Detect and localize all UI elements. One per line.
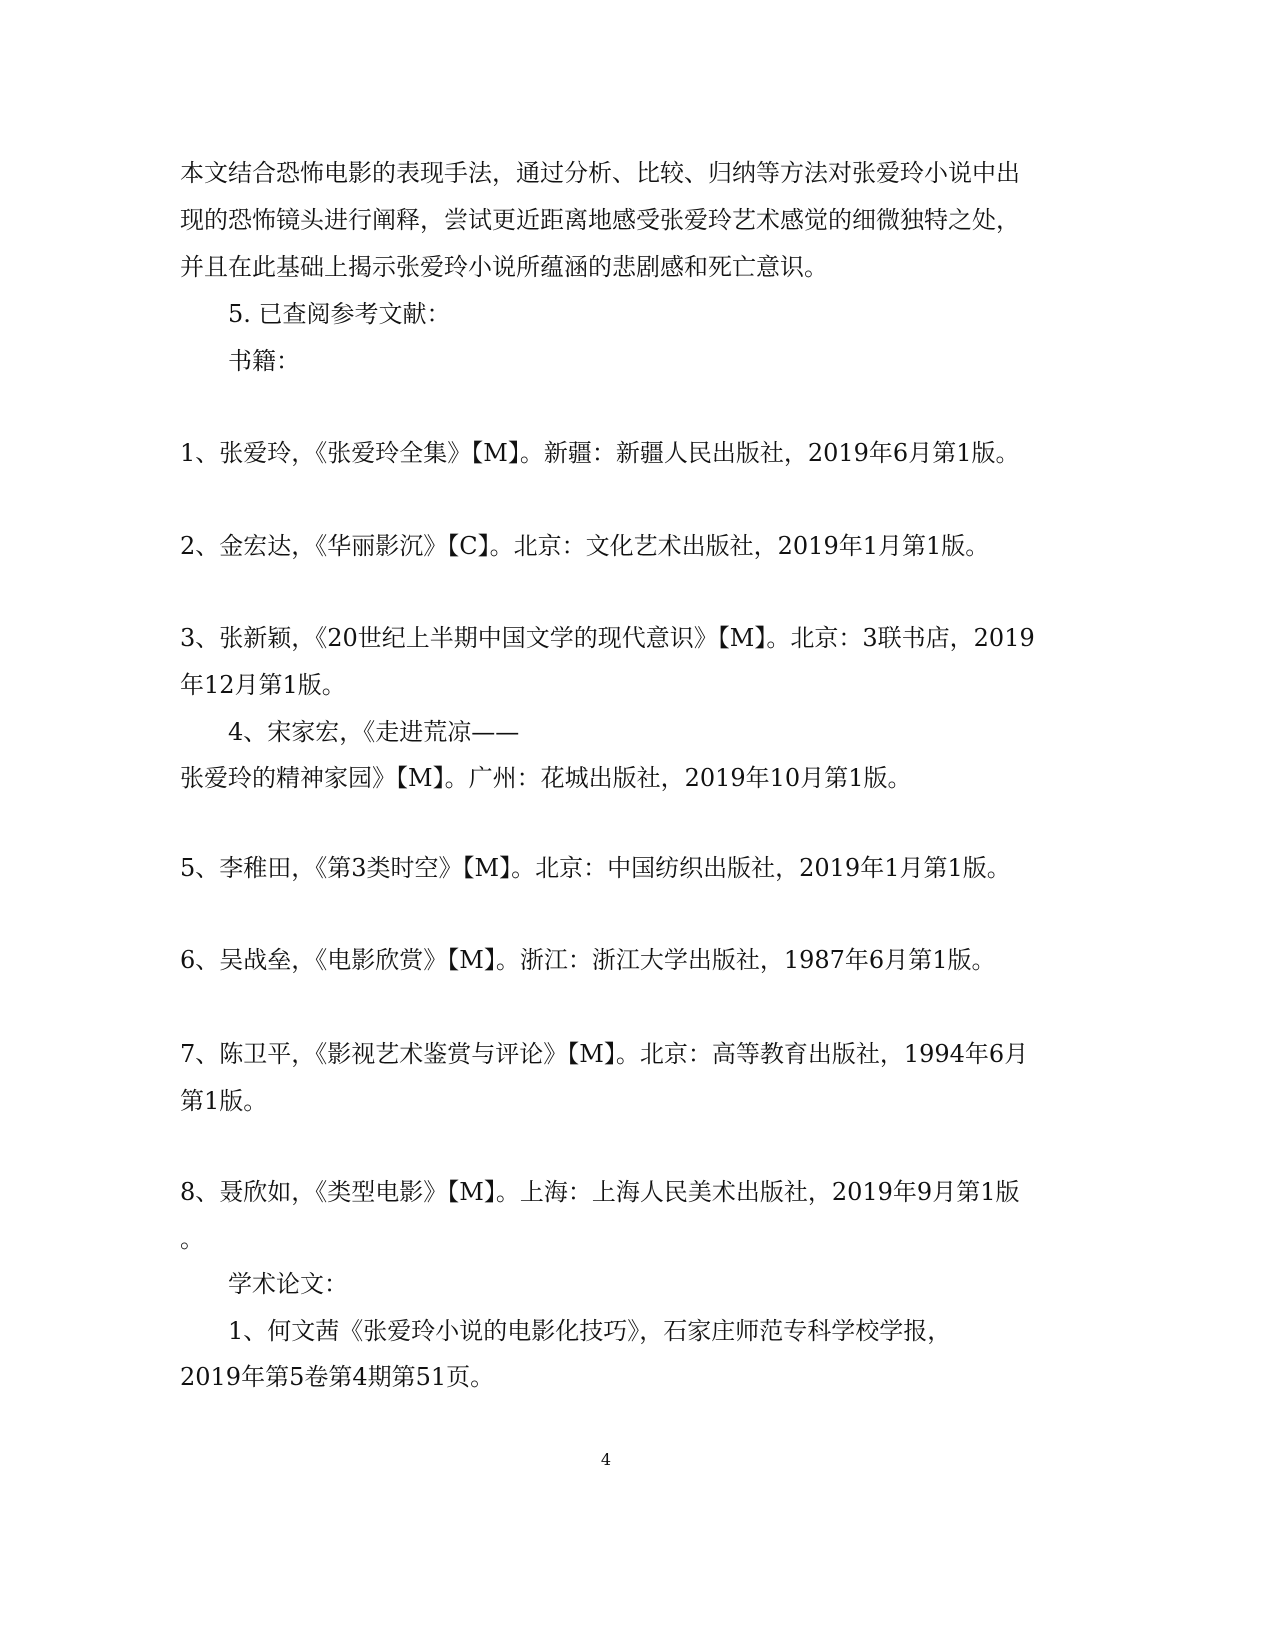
reference-item: 7、陈卫平，《影视艺术鉴赏与评论》【M】。北京：高等教育出版社，1994年6月 (180, 1040, 1029, 1068)
reference-item: 8、聂欣如，《类型电影》【M】。上海：上海人民美术出版社，2019年9月第1版 (180, 1178, 1020, 1206)
reference-item: 5、李稚田，《第3类时空》【M】。北京：中国纺织出版社，2019年1月第1版。 (180, 854, 1011, 882)
page-number: 4 (600, 1450, 612, 1469)
papers-heading: 学术论文： (228, 1270, 348, 1298)
reference-item: 4、宋家宏，《走进荒凉—— (228, 718, 520, 746)
reference-item-continuation: 第1版。 (180, 1087, 268, 1115)
reference-item: 1、张爱玲，《张爱玲全集》【M】。新疆：新疆人民出版社，2019年6月第1版。 (180, 439, 1020, 467)
paper-item: 1、何文茜《张爱玲小说的电影化技巧》，石家庄师范专科学校学报， (228, 1317, 952, 1345)
intro-line: 并且在此基础上揭示张爱玲小说所蕴涵的悲剧感和死亡意识。 (180, 253, 828, 281)
intro-line: 本文结合恐怖电影的表现手法，通过分析、比较、归纳等方法对张爱玲小说中出 (180, 159, 1020, 187)
reference-item-continuation: 张爱玲的精神家园》【M】。广州：花城出版社，2019年10月第1版。 (180, 764, 912, 792)
reference-item: 3、张新颖，《20世纪上半期中国文学的现代意识》【M】。北京：3联书店，2019 (180, 624, 1035, 652)
reference-item-continuation: 年12月第1版。 (180, 671, 346, 699)
reference-item: 2、金宏达，《华丽影沉》【C】。北京：文化艺术出版社，2019年1月第1版。 (180, 532, 990, 560)
section-heading: 5. 已查阅参考文献： (228, 300, 451, 328)
paper-item-continuation: 2019年第5卷第4期第51页。 (180, 1363, 495, 1391)
reference-item-continuation: 。 (180, 1225, 204, 1253)
intro-line: 现的恐怖镜头进行阐释，尝试更近距离地感受张爱玲艺术感觉的细微独特之处， (180, 206, 1020, 234)
reference-item: 6、吴战垒，《电影欣赏》【M】。浙江：浙江大学出版社，1987年6月第1版。 (180, 946, 996, 974)
books-heading: 书籍： (228, 347, 300, 375)
